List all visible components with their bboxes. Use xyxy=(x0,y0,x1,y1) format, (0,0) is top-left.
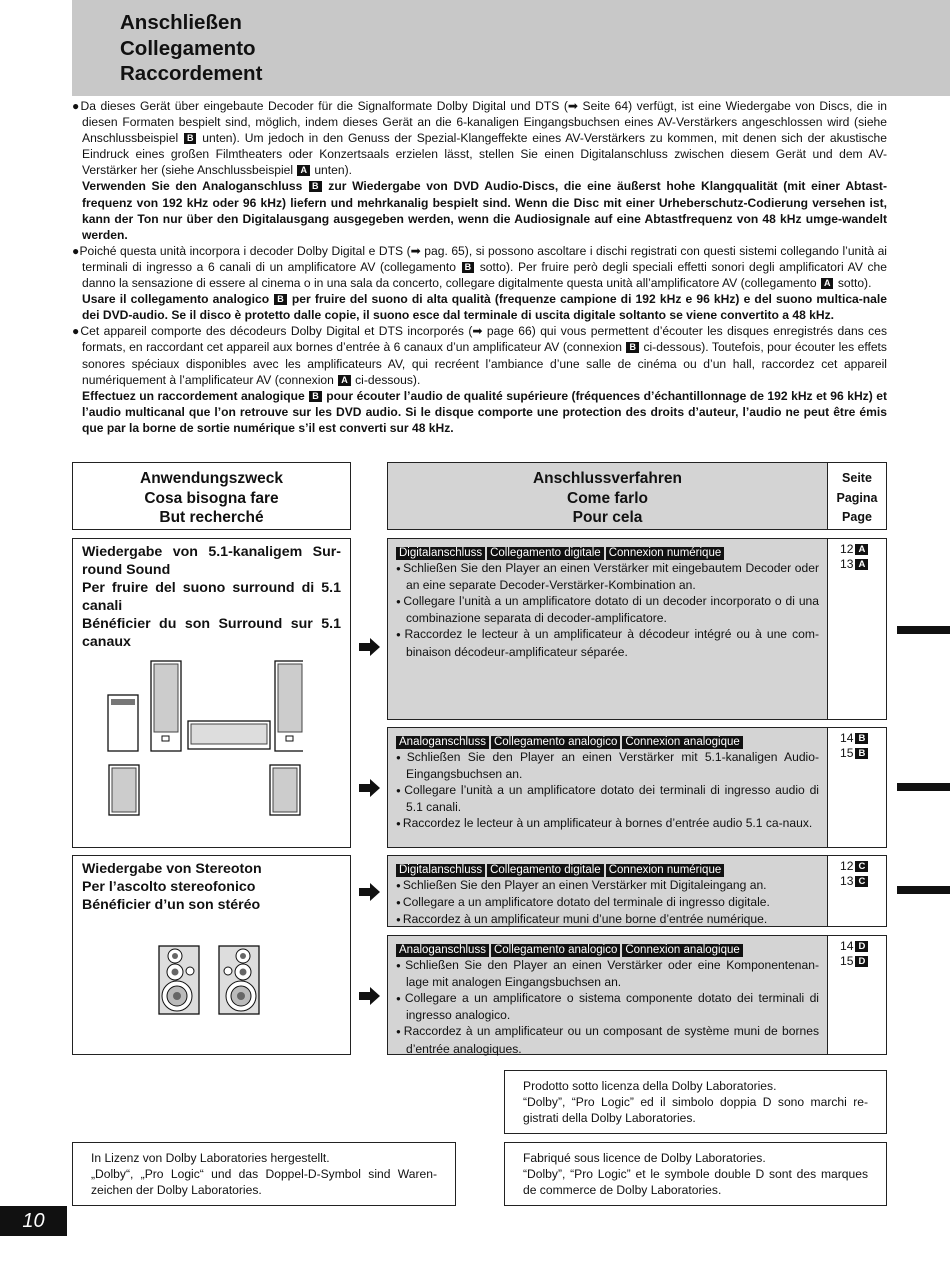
connection-labels: Analoganschluss Collegamento analogico Connexion analogique xyxy=(396,941,819,957)
label-b: B xyxy=(274,294,287,305)
intro-text xyxy=(72,98,887,436)
page-number: 10 xyxy=(0,1206,67,1236)
purpose-stereo-fr: Bénéficier d’un son stéréo xyxy=(82,897,261,913)
license-notice-de: In Lizenz von Dolby Laboratories hergestellt. „Dolby“, „Pro Logic“ und das Doppel-D-Symbol sind Waren-zeichen der Dolby Laboratories. xyxy=(72,1142,456,1206)
list-item: ● Raccordez le lecteur à un amplificateur à bornes d’entrée audio 5.1 ca-naux. xyxy=(396,815,819,832)
title-banner xyxy=(72,0,950,96)
intro-bold-it: Usare il collegamento analogico B per fruire del suono di alta qualità (frequenze campione di 192 kHz e 96 kHz) e del suono multica-nale dei DVD-audio. Se il disco è protetto dalle copie, il suono esce dal terminale di uscita digitale soltanto se viene convertito a 48 kHz. xyxy=(82,292,887,323)
arrow-right-icon xyxy=(359,986,381,1006)
page-header: Seite Pagina Page xyxy=(827,462,887,530)
purpose-stereo xyxy=(72,855,351,1055)
section-tab-mark xyxy=(897,783,950,791)
title-it: Collegamento xyxy=(120,36,256,60)
purpose-surround-de: Wiedergabe von 5.1-kanaligem Sur-round Sound xyxy=(82,544,341,578)
section-tab-mark xyxy=(897,886,950,894)
method-header: Anschlussverfahren Come farlo Pour cela xyxy=(387,462,828,530)
intro-bold-de: Verwenden Sie den Analoganschluss B zur Wiedergabe von DVD Audio-Discs, die eine äußerst hohe Klangqualität (mit einer Abtast-frequenz von 192 kHz oder 96 kHz) liefern und mehrkanalig bespielt sind. Wenn die Disc mit einer Urheberschutz-Codierung versehen ist, kann der Ton nur über den Digitalausgang ausgegeben werden, wenn die Audiosignale auf eine Abtastfrequenz von 48 kHz umge-wandelt werden. xyxy=(82,179,887,242)
list-item: ● Schließen Sie den Player an einen Verstärker mit 5.1-kanaligen Audio-Eingangsbuchsen an. xyxy=(396,749,819,782)
intro-paragraph-it: ●Poiché questa unità incorpora i decoder Dolby Digital e DTS (➡ pag. 65), si possono ascoltare i dischi registrati con questi sistemi collegando l’unità ai terminali di ingresso a 6 canali di un amplificatore AV (collegamento B sotto). Per fruire però degli speciali effetti sonori degli amplificatori AV che danno la sensazione di essere al cinema o in una sala da concerto, collegare digitalmente questa unità all’amplificatore AV (collegamento A sotto). xyxy=(72,243,887,291)
connection-labels: Digitalanschluss Collegamento digitale Connexion numérique xyxy=(396,861,819,877)
list-item: ● Collegare l’unità a un amplificatore dotato di un decoder incorporato o di una combinazione separata di decoder-amplificatore. xyxy=(396,593,819,626)
page-ref-1: 12 A 13 A xyxy=(827,538,887,720)
page-title xyxy=(120,10,262,87)
title-de: Anschließen xyxy=(120,11,242,34)
label-a: A xyxy=(338,375,351,386)
label-a: A xyxy=(297,165,310,176)
list-item: ● Collegare a un amplificatore dotato del terminale di ingresso digitale. xyxy=(396,894,819,911)
label-a: A xyxy=(821,278,834,289)
label-b: B xyxy=(309,391,322,402)
list-item: ● Schließen Sie den Player an einen Verstärker oder eine Komponentenan-lage mit analogen Eingangsbuchsen an. xyxy=(396,957,819,990)
list-item: ● Collegare a un amplificatore o sistema componente dotato dei terminali di ingresso analogico. xyxy=(396,990,819,1023)
purpose-surround-fr: Bénéficier du son Surround sur 5.1 canaux xyxy=(82,616,341,650)
purpose-surround-it: Per fruire del suono surround di 5.1 canali xyxy=(82,580,341,614)
list-item: ● Raccordez à un amplificateur ou un composant de système muni de bornes d’entrée analogiques. xyxy=(396,1023,819,1056)
surround-speaker-illustration xyxy=(103,657,303,817)
arrow-right-icon xyxy=(359,778,381,798)
conn-stereo-analog xyxy=(387,935,828,1055)
license-notice-fr: Fabriqué sous licence de Dolby Laboratories. “Dolby”, “Pro Logic” et le symbole double D sont des marques de commerce de Dolby Laboratories. xyxy=(504,1142,887,1206)
license-notice-it: Prodotto sotto licenza della Dolby Laboratories. “Dolby”, “Pro Logic” ed il simbolo doppia D sono marchi re-gistrati della Dolby Laboratories. xyxy=(504,1070,887,1134)
page-ref-3: 12 C 13 C xyxy=(827,855,887,927)
conn-surround-digital xyxy=(387,538,828,720)
connection-labels: Digitalanschluss Collegamento digitale Connexion numérique xyxy=(396,544,819,560)
label-b: B xyxy=(462,262,475,273)
purpose-stereo-de: Wiedergabe von Stereoton xyxy=(82,861,262,877)
page-ref-2: 14 B 15 B xyxy=(827,727,887,848)
arrow-right-icon xyxy=(359,882,381,902)
stereo-speaker-illustration xyxy=(157,944,267,1018)
list-item: ● Schließen Sie den Player an einen Verstärker mit eingebautem Decoder oder an eine separate Decoder-Verstärker-Kombination an. xyxy=(396,560,819,593)
section-tab-mark xyxy=(897,626,950,634)
conn-stereo-digital xyxy=(387,855,828,927)
list-item: ● Raccordez à un amplificateur muni d’une borne d’entrée numérique. xyxy=(396,911,819,928)
purpose-stereo-it: Per l’ascolto stereofonico xyxy=(82,879,256,895)
intro-bold-fr: Effectuez un raccordement analogique B pour écouter l’audio de qualité supérieure (fréquences d’échantillonnage de 192 kHz et 96 kHz) et l’audio multicanal que l’on retrouve sur les DVD audio. Si le disque comporte une protection des droits d’auteur, l’audio ne peut être émis que par la borne de sortie numérique s’il est converti sur 48 kHz. xyxy=(82,388,887,435)
purpose-surround xyxy=(72,538,351,848)
intro-paragraph-de: ●Da dieses Gerät über eingebaute Decoder für die Signalformate Dolby Digital und DTS (➡ Seite 64) verfügt, ist eine Wiedergabe von Discs, die in diesen Formaten bespielt sind, möglich, indem dieses Gerät an die 6-kanaligen Eingangsbuchsen eines AV-Verstärkers angeschlossen wird (siehe Anschlussbeispiel B unten). Um jedoch in den Genuss der Spezial-Klangeffekte eines AV-Verstärkers zu kommen, mit denen sich der akustische Eindruck eines großen Filmtheaters oder Konzertsaals erzielen lässt, stellen Sie einen Digitalanschluss zwischen diesem Gerät und dem AV-Verstärker her (siehe Anschlussbeispiel A unten). xyxy=(72,99,887,178)
title-fr: Raccordement xyxy=(120,62,263,85)
conn-surround-analog xyxy=(387,727,828,848)
label-b: B xyxy=(309,181,322,192)
list-item: ● Raccordez le lecteur à un amplificateur à décodeur intégré ou à une com-binaison décodeur-amplificateur séparée. xyxy=(396,626,819,659)
label-b: B xyxy=(626,342,639,353)
page-ref-4: 14 D 15 D xyxy=(827,935,887,1055)
list-item: ● Schließen Sie den Player an einen Verstärker mit Digitaleingang an. xyxy=(396,877,819,894)
purpose-header: Anwendungszweck Cosa bisogna fare But recherché xyxy=(72,462,351,530)
label-b: B xyxy=(184,133,197,144)
intro-paragraph-fr: ●Cet appareil comporte des décodeurs Dolby Digital et DTS incorporés (➡ page 66) qui vous permettent d’écouter les disques enregistrés dans ces formats, en raccordant cet appareil aux bornes d’entrée à 6 canaux d’un amplificateur AV (connexion B ci-dessous). Toutefois, pour écouter les effets sonores spéciaux disponibles avec les amplificateurs AV, qui recréent l’ambiance d’une salle de cinéma ou d’un hall, raccordez cet appareil numériquement à l’amplificateur AV (connexion A ci-dessous). xyxy=(72,324,887,387)
list-item: ● Collegare l’unità a un amplificatore dotato dei terminali di ingresso audio di 5.1 canali. xyxy=(396,782,819,815)
connection-labels: Analoganschluss Collegamento analogico Connexion analogique xyxy=(396,733,819,749)
arrow-right-icon xyxy=(359,637,381,657)
